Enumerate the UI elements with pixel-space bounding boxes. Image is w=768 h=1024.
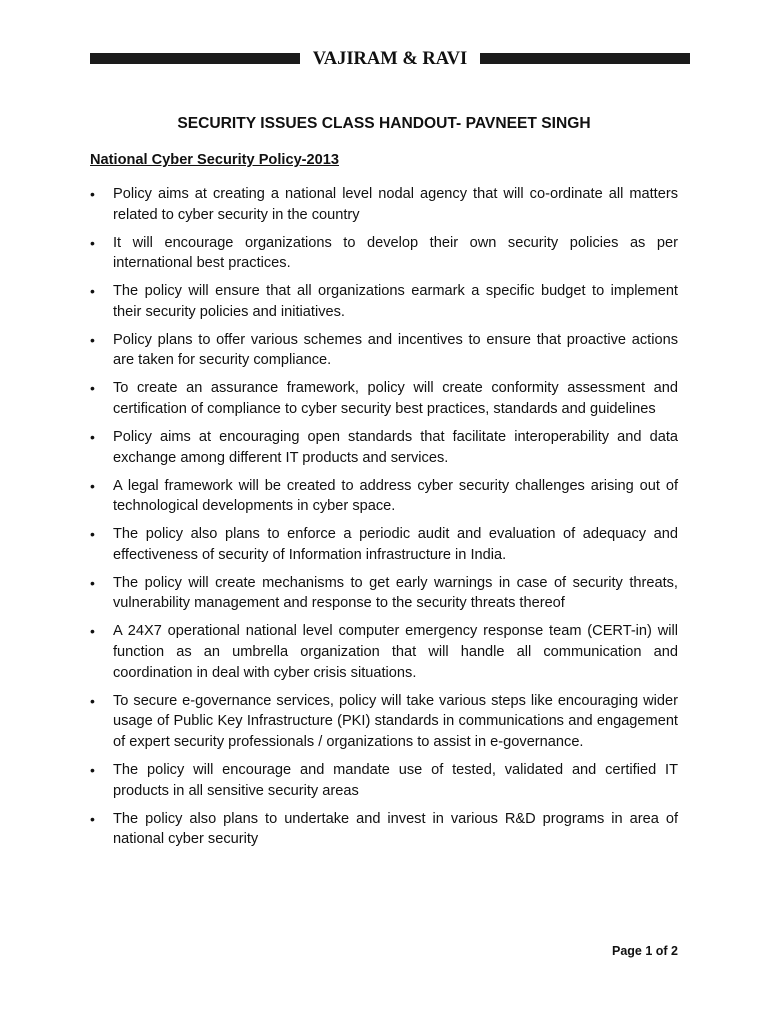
bullet-icon: •	[90, 810, 95, 827]
list-item	[90, 809, 678, 850]
list-item	[90, 378, 678, 419]
page-title: SECURITY ISSUES CLASS HANDOUT- PAVNEET SINGH	[177, 115, 591, 132]
bullet-icon: •	[90, 692, 95, 709]
bullet-icon: •	[90, 477, 95, 494]
header	[90, 47, 690, 71]
list-item-text: To secure e-governance services, policy will take various steps like encouraging wider usage of Public Key Infrastructure (PKI) standards in communications and engagement of expert security professionals / organizations to assist in e-governance.	[113, 692, 678, 751]
bullet-icon: •	[90, 574, 95, 591]
list-item	[90, 427, 678, 468]
bullet-icon: •	[90, 380, 95, 397]
list-item-text: The policy will encourage and mandate use of tested, validated and certified IT products in all sensitive security areas	[113, 761, 678, 799]
list-item-text: The policy also plans to undertake and invest in various R&D programs in area of national cyber security	[113, 810, 678, 848]
list-item-text: Policy aims at creating a national level nodal agency that will co-ordinate all matters related to cyber security in the country	[113, 186, 678, 223]
header-rule-right	[480, 53, 690, 64]
list-item	[90, 621, 678, 683]
list-item	[90, 184, 678, 225]
bullet-icon: •	[90, 283, 95, 300]
bullet-icon: •	[90, 331, 95, 348]
list-item-text: A 24X7 operational national level computer emergency response team (CERT-in) will function as an umbrella organization that will handle all communication and coordination in deal with cyber crisis situations.	[113, 623, 678, 681]
list-item-text: The policy will ensure that all organizations earmark a specific budget to implement their security policies and initiatives.	[113, 283, 678, 320]
bullet-icon: •	[90, 761, 95, 778]
list-item	[90, 760, 678, 801]
list-item-text: Policy plans to offer various schemes and incentives to ensure that proactive actions are taken for security compliance.	[113, 331, 678, 369]
brand-name: VAJIRAM & RAVI	[312, 49, 468, 69]
list-item	[90, 573, 678, 614]
list-item	[90, 233, 678, 274]
list-item-text: A legal framework will be created to address cyber security challenges arising out of technological developments in cyber space.	[113, 477, 678, 515]
bullet-icon: •	[90, 526, 95, 543]
list-item-text: Policy aims at encouraging open standards that facilitate interoperability and data exchange among different IT products and services.	[113, 428, 678, 466]
list-item-text: The policy also plans to enforce a periodic audit and evaluation of adequacy and effectiveness of security of Information infrastructure in India.	[113, 526, 678, 563]
bullet-icon: •	[90, 428, 95, 445]
section-heading: National Cyber Security Policy-2013	[90, 152, 340, 168]
list-item-text: It will encourage organizations to develop their own security policies as per international best practices.	[113, 234, 678, 272]
bullet-icon: •	[90, 186, 95, 202]
list-item	[90, 330, 678, 371]
bullet-icon: •	[90, 234, 95, 251]
list-item	[90, 524, 678, 565]
list-item-text: To create an assurance framework, policy will create conformity assessment and certification of compliance to cyber security best practices, standards and guidelines	[113, 380, 678, 418]
list-item-text: The policy will create mechanisms to get early warnings in case of security threats, vulnerability management and response to the security threats thereof	[113, 574, 678, 612]
list-item	[90, 691, 678, 753]
header-rule-left	[90, 53, 300, 64]
bullet-list	[90, 184, 678, 857]
page-number: Page 1 of 2	[612, 944, 678, 958]
list-item	[90, 476, 678, 517]
bullet-icon: •	[90, 623, 95, 640]
list-item	[90, 281, 678, 322]
